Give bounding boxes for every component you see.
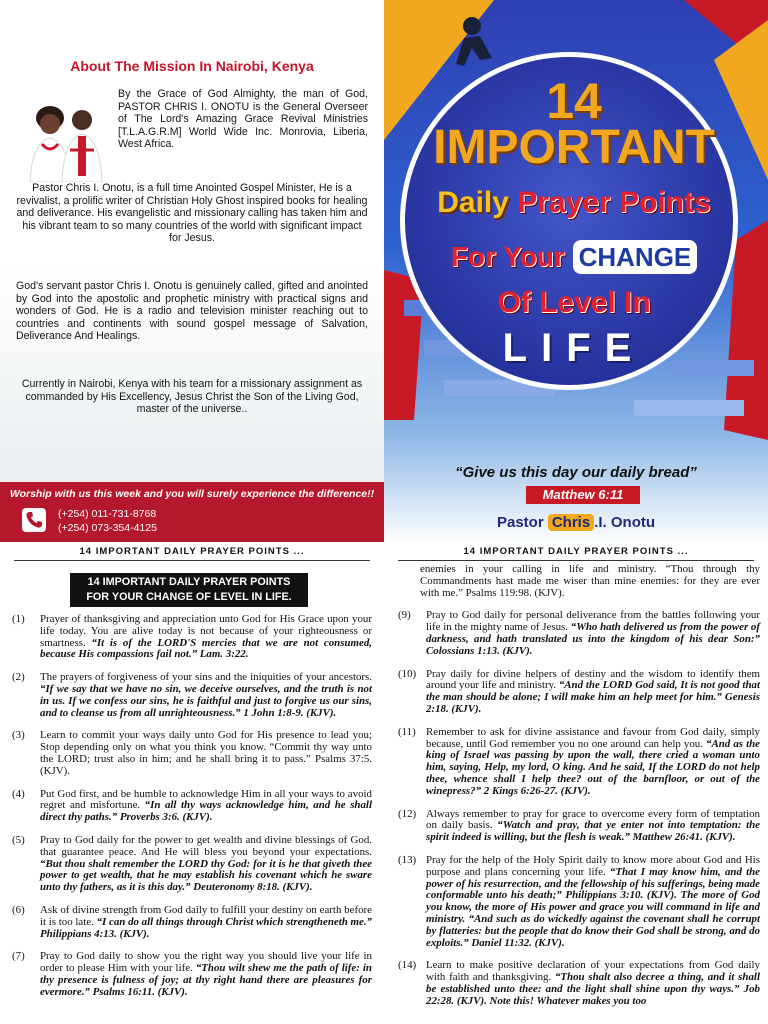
prayer-item bbox=[398, 669, 760, 716]
cover-quote: “Give us this day our daily bread” bbox=[455, 464, 697, 481]
prayer-item-number: (6) bbox=[12, 903, 25, 916]
prayer-item-scripture: “It is of the LORD'S mercies that we are not consumed, because His compassions fail not.” Lam. 3:22. bbox=[40, 636, 372, 661]
prayer-item-number: (9) bbox=[398, 609, 411, 622]
cover-daily: Daily bbox=[437, 186, 509, 219]
prayer-item bbox=[398, 727, 760, 798]
about-paragraph-2: Pastor Chris I. Onotu, is a full time Anointed Gospel Minister, He is a revivalist, a prolific writer of Christian Holy Ghost inspired books for healing and deliverance. His evangelistic and missionary calling has taken him and his vibrant team to so many countries of the world with significant impact for Jesus. bbox=[16, 182, 368, 245]
prayer-item-number: (5) bbox=[12, 833, 25, 846]
prayer-item-number: (7) bbox=[12, 950, 25, 963]
cover-of-level-in: Of Level In bbox=[497, 286, 651, 319]
prayer-item-text bbox=[40, 789, 372, 824]
prayer-item-text bbox=[40, 614, 372, 661]
prayer-item-plain: Prayer of thanksgiving and appreciation unto God for His Grace upon your life today. You are alive today is not because of your righteousness or smartness. bbox=[40, 613, 372, 649]
prayer-item-text bbox=[426, 960, 760, 1007]
prayer-item bbox=[12, 672, 372, 719]
prayer-item-text bbox=[40, 730, 372, 777]
prayer-item-number: (2) bbox=[12, 671, 25, 684]
prayer-item-text bbox=[40, 951, 372, 998]
phone-number-2[interactable]: (+254) 073-354-4125 bbox=[58, 522, 157, 534]
running-head-right: 14 IMPORTANT DAILY PRAYER POINTS ... bbox=[463, 546, 689, 557]
prayer-item-plain: Remember to ask for divine assistance and favour from God daily, simply because, until God remember you no one around can help you. bbox=[426, 725, 760, 750]
cover-life: LIFE bbox=[502, 326, 646, 370]
prayer-item-number: (11) bbox=[398, 725, 416, 738]
prayer-item-scripture: “And as the king of Israel was passing by upon the wall, there cried a woman unto him, saying, Help, my lord, O king. And he said, If the LORD do not help thee, whence shall I help thee? out of the barnfloor, or out of the winepress?” 2 Kings 6:26-27. (KJV). bbox=[426, 737, 760, 797]
prayer-item-scripture: “Watch and pray, that ye enter not into temptation: the spirit indeed is willing, but the flesh is weak.” Matthew 26:41. (KJV). bbox=[426, 819, 760, 844]
phone-number-1[interactable]: (+254) 011-731-8768 bbox=[58, 508, 157, 520]
prayer-item bbox=[398, 610, 760, 657]
prayer-item-plain: Learn to make positive declaration of your expectations from God daily with faith and thanksgiving. bbox=[426, 959, 760, 984]
prayer-item-text bbox=[426, 809, 760, 844]
prayer-list-right bbox=[398, 564, 760, 1019]
phone-icon bbox=[22, 508, 46, 532]
pastor-first-name: Chris bbox=[548, 514, 594, 531]
header-rule-right bbox=[398, 560, 754, 561]
about-paragraph-3: God's servant pastor Chris I. Onotu is genuinely called, gifted and anointed by God into the apostolic and prophetic ministry with practical signs and wonders of God. He is a radio and television minister reaching out to countries and continents with sound gospel message of Salvation, Deliverance And Healings. bbox=[16, 280, 368, 343]
prayer-item-text bbox=[426, 727, 760, 798]
prayer-item-number: (1) bbox=[12, 613, 25, 625]
prayer-item bbox=[12, 835, 372, 894]
cover-for-your: For Your bbox=[450, 241, 565, 272]
prayer-item-plain: The prayers of forgiveness of your sins and the iniquities of your ancestors. bbox=[40, 671, 372, 684]
prayer-list-left bbox=[12, 614, 372, 1010]
prayer-item-plain: Pray to God daily for personal deliverance from the battles following your life in the mighty name of Jesus. bbox=[426, 609, 760, 634]
prayer-item-plain: Pray to God daily to show you the right way you should live your life in order to please Him with your life. bbox=[40, 950, 372, 975]
prayer-item bbox=[12, 614, 372, 661]
cover-number: 14 bbox=[546, 73, 602, 129]
header-rule-left bbox=[14, 560, 370, 561]
pastor-couple-photo bbox=[20, 98, 112, 182]
prayer-item bbox=[398, 809, 760, 844]
prayer-item-scripture: “And the LORD God said, It is not good that the man should be alone; I will make him an help meet for him.” Genesis 2:18. (KJV). bbox=[426, 679, 760, 715]
prayer-item-text bbox=[426, 855, 760, 949]
section-title-box bbox=[70, 573, 308, 607]
worship-invitation: Worship with us this week and you will surely experience the difference!! bbox=[9, 488, 375, 500]
prayer-item-scripture: “That I may know him, and the power of his resurrection, and the fellowship of his sufferings, being made conformable unto his death;” Philippians 3:10. (KJV). The more of God you know, the more of His power and grace you will command in life and ministry. “And such as do wickedly against the covenant shall he corrupt by flatteries: but the people that do know their God shall be strong, and do exploits.” Daniel 11:32. (KJV). bbox=[426, 865, 760, 949]
prayer-item bbox=[12, 905, 372, 940]
prayer-item-scripture: “Thou wilt shew me the path of life: in thy presence is fulness of joy; at thy right hand there are pleasures for evermore.” Psalms 16:11. (KJV). bbox=[40, 962, 372, 998]
prayer-item bbox=[12, 789, 372, 824]
pastor-surname: .I. Onotu bbox=[594, 514, 656, 531]
prayer-item bbox=[398, 855, 760, 949]
prayer-item-plain: Put God first, and be humble to acknowledge Him in all your ways to avoid regret and misfortune. bbox=[40, 787, 372, 812]
prayer-item-plain: Always remember to pray for grace to overcome every form of temptation on daily basis. bbox=[426, 807, 760, 832]
prayer-item-text bbox=[40, 905, 372, 940]
prayer-item-number: (14) bbox=[398, 959, 417, 972]
prayer-item-plain: Pray daily for divine helpers of destiny and the wisdom to identify them around your life and ministry. bbox=[426, 667, 760, 692]
cover-important: IMPORTANT bbox=[433, 121, 715, 174]
about-paragraph-1: By the Grace of God Almighty, the man of God, PASTOR CHRIS I. ONOTU is the General Overseer of The Lord's Amazing Grace Revival Ministries [T.L.A.G.R.M] World Wide Inc. Monrovia, Liberia, West Africa. bbox=[118, 88, 368, 151]
cover-pastor-name bbox=[384, 514, 768, 531]
cover-daily-prayer-points bbox=[400, 186, 748, 220]
cover-verse: Matthew 6:11 bbox=[526, 486, 640, 504]
prayer-item-scripture: “If we say that we have no sin, we deceive ourselves, and the truth is not in us. If we confess our sins, he is faithful and just to forgive us our sins, and to cleanse us from all unrighteousness.” 1 John 1:8-9. (KJV). bbox=[40, 682, 372, 719]
prayer-item-number: (4) bbox=[12, 787, 25, 800]
about-paragraph-4: Currently in Nairobi, Kenya with his team for a missionary assignment as commanded by His Excellency, Jesus Christ the Son of the Living God, master of the universe.. bbox=[21, 378, 363, 416]
prayer-item-number: (3) bbox=[12, 729, 25, 742]
cover-for-your-change bbox=[400, 240, 748, 274]
running-head-left: 14 IMPORTANT DAILY PRAYER POINTS ... bbox=[79, 546, 305, 557]
item-8-continuation: enemies in your calling in life and ministry. “Thou through thy Commandments hast made me wiser than mine enemies: for they are ever with me.” Psalms 119:98. (KJV). bbox=[420, 563, 760, 599]
prayer-item-plain: Pray to God daily for the power to get wealth and divine blessings of God. that guarantee peace. And He will bless you beyond your expectations. bbox=[40, 833, 372, 858]
prayer-item-text bbox=[426, 610, 760, 657]
pastor-prefix: Pastor bbox=[496, 514, 544, 531]
prayer-item-scripture: “Thou shalt also decree a thing, and it shall be established unto thee: and the light shall shine upon thy ways.” Job 22:28. (KJV). Note this! Whatever makes you too bbox=[426, 971, 760, 1007]
prayer-item-number: (12) bbox=[398, 807, 417, 820]
prayer-item-scripture: “I can do all things through Christ which strengtheneth me.” Philippians 4:13. (KJV). bbox=[40, 915, 372, 940]
prayer-item-plain: Ask of divine strength from God daily to fulfill your destiny on earth before it is too late. bbox=[40, 903, 372, 928]
cover-change: CHANGE bbox=[573, 240, 698, 274]
prayer-item-text bbox=[40, 672, 372, 719]
prayer-item-number: (13) bbox=[398, 853, 417, 866]
prayer-item-plain: Pray for the help of the Holy Spirit daily to know more about God and His purpose and plans concerning your life. bbox=[426, 853, 760, 878]
prayer-item bbox=[398, 960, 760, 1007]
prayer-item-scripture: “Who hath delivered us from the power of darkness, and hath translated us into the kingdom of his dear Son:” Colossians 1:13. (KJV). bbox=[426, 621, 760, 657]
prayer-item bbox=[12, 951, 372, 998]
section-title-line-1: 14 IMPORTANT DAILY PRAYER POINTS bbox=[87, 576, 291, 588]
prayer-item-text bbox=[40, 835, 372, 894]
prayer-item-number: (10) bbox=[398, 667, 417, 680]
prayer-item-scripture: “In all thy ways acknowledge him, and he shall direct thy paths.” Proverbs 3:6. (KJV). bbox=[40, 799, 372, 824]
prayer-item-scripture: “But thou shalt remember the LORD thy God: for it is he that giveth thee power to get wealth, that he may establish his covenant which he sware unto thy fathers, as it is this day.” Deuteronomy 8:18. (KJV). bbox=[40, 857, 372, 894]
section-title-line-2: FOR YOUR CHANGE OF LEVEL IN LIFE. bbox=[86, 591, 292, 603]
about-title: About The Mission In Nairobi, Kenya bbox=[70, 58, 314, 74]
prayer-item-text bbox=[426, 669, 760, 716]
prayer-item-plain: Learn to commit your ways daily unto God for His presence to lead you; Stop depending only on what you think you know. “Commit thy way unto the LORD; trust also in him; and he shall bring it to pass.” Psalms 37:5. (KJV). bbox=[40, 729, 372, 777]
prayer-item bbox=[12, 730, 372, 777]
cover-prayer-points: Prayer Points bbox=[517, 186, 711, 219]
